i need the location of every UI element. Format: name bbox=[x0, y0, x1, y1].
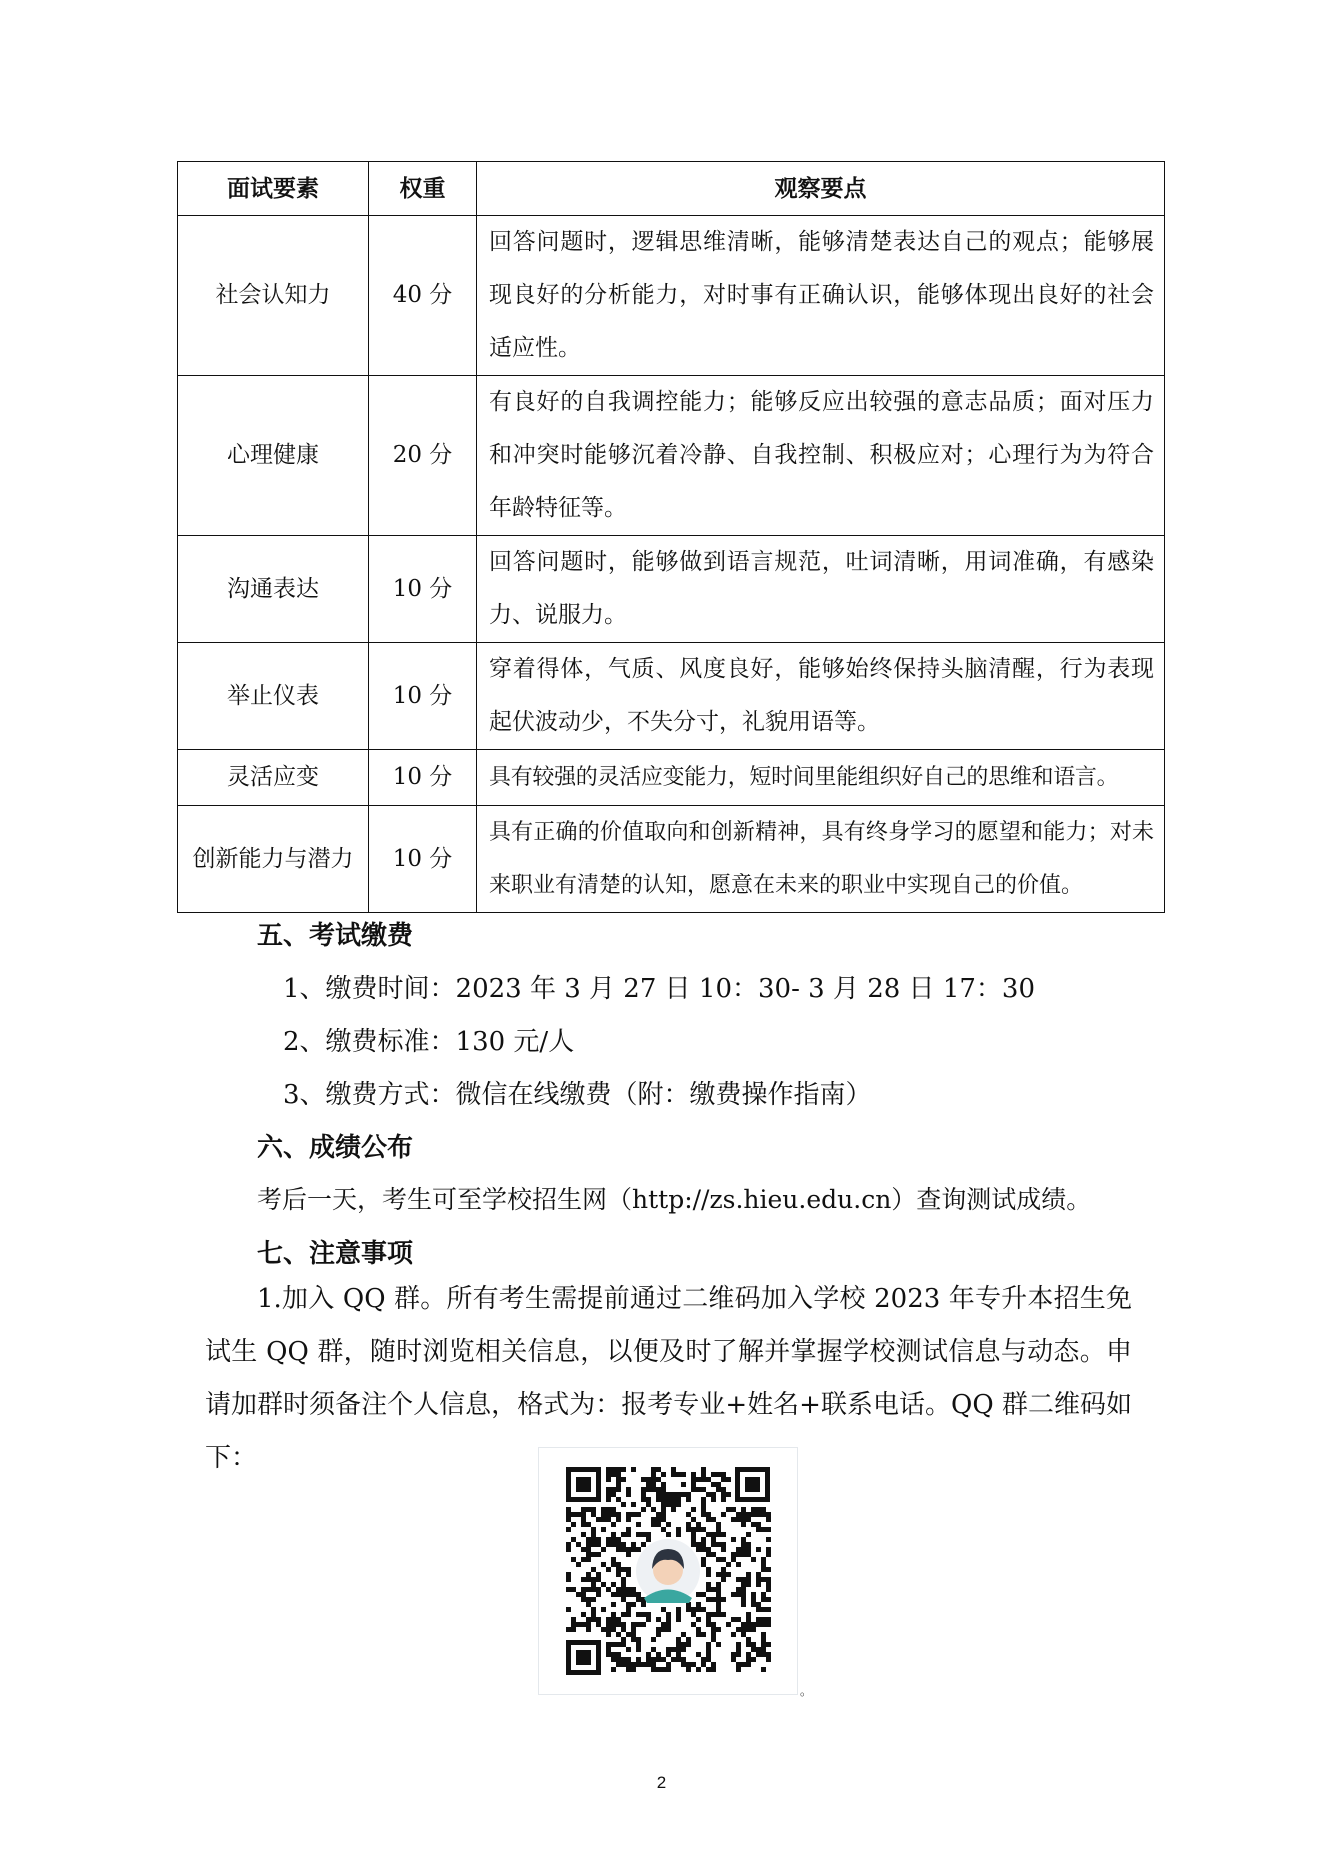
table-row bbox=[178, 643, 1165, 750]
table-row bbox=[178, 216, 1165, 376]
header-factor: 面试要素 bbox=[178, 162, 369, 216]
row-points: 穿着得体，气质、风度良好，能够始终保持头脑清醒，行为表现起伏波动少，不失分寸，礼貌用语等。 bbox=[477, 643, 1165, 750]
row-factor: 创新能力与潜力 bbox=[178, 806, 369, 913]
row-weight: 10 分 bbox=[369, 806, 477, 913]
finder-top-right bbox=[735, 1467, 770, 1502]
section-heading-results: 六、成绩公布 bbox=[257, 1133, 414, 1163]
row-weight: 20 分 bbox=[369, 376, 477, 536]
table-header-row bbox=[178, 162, 1165, 216]
table-row bbox=[178, 536, 1165, 643]
qq-group-paragraph: 1.加入 QQ 群。所有考生需提前通过二维码加入学校 2023 年专升本招生免试生 QQ 群，随时浏览相关信息，以便及时了解并掌握学校测试信息与动态。申请加群时须备注个人信息，格式为：报考专业+姓名+联系电话。QQ 群二维码如下： bbox=[205, 1284, 1132, 1473]
qr-code-image bbox=[539, 1448, 797, 1694]
section-heading-fee: 五、考试缴费 bbox=[257, 921, 414, 951]
avatar-icon bbox=[636, 1539, 700, 1603]
page-number: 2 bbox=[656, 1773, 667, 1792]
row-factor: 社会认知力 bbox=[178, 216, 369, 376]
fee-time: 1、缴费时间：2023 年 3 月 27 日 10：30- 3 月 28 日 17：30 bbox=[283, 974, 1035, 1004]
fee-standard: 2、缴费标准：130 元/人 bbox=[283, 1027, 575, 1057]
row-weight: 10 分 bbox=[369, 536, 477, 643]
row-weight: 10 分 bbox=[369, 750, 477, 806]
row-factor: 灵活应变 bbox=[178, 750, 369, 806]
finder-top-left bbox=[566, 1467, 601, 1502]
trailing-mark: 。 bbox=[800, 1684, 813, 1698]
interview-criteria-table bbox=[177, 161, 1165, 913]
row-weight: 10 分 bbox=[369, 643, 477, 750]
row-factor: 心理健康 bbox=[178, 376, 369, 536]
table-row bbox=[178, 750, 1165, 806]
results-text: 考后一天，考生可至学校招生网（http://zs.hieu.edu.cn）查询测试成绩。 bbox=[257, 1185, 1092, 1214]
row-points: 回答问题时，能够做到语言规范，吐词清晰，用词准确，有感染力、说服力。 bbox=[477, 536, 1165, 643]
row-factor: 举止仪表 bbox=[178, 643, 369, 750]
finder-bottom-left bbox=[566, 1640, 601, 1675]
row-weight: 40 分 bbox=[369, 216, 477, 376]
table-row bbox=[178, 806, 1165, 913]
qr-code-frame bbox=[538, 1447, 798, 1695]
section-heading-notes: 七、注意事项 bbox=[257, 1239, 414, 1269]
row-points: 具有正确的价值取向和创新精神，具有终身学习的愿望和能力；对未来职业有清楚的认知，愿意在未来的职业中实现自己的价值。 bbox=[477, 806, 1165, 913]
table-row bbox=[178, 376, 1165, 536]
row-points: 具有较强的灵活应变能力，短时间里能组织好自己的思维和语言。 bbox=[477, 750, 1165, 806]
row-points: 回答问题时，逻辑思维清晰，能够清楚表达自己的观点；能够展现良好的分析能力，对时事有正确认识，能够体现出良好的社会适应性。 bbox=[477, 216, 1165, 376]
header-points: 观察要点 bbox=[477, 162, 1165, 216]
row-factor: 沟通表达 bbox=[178, 536, 369, 643]
fee-method: 3、缴费方式：微信在线缴费（附：缴费操作指南） bbox=[283, 1080, 872, 1110]
row-points: 有良好的自我调控能力；能够反应出较强的意志品质；面对压力和冲突时能够沉着冷静、自我控制、积极应对；心理行为为符合年龄特征等。 bbox=[477, 376, 1165, 536]
header-weight: 权重 bbox=[369, 162, 477, 216]
